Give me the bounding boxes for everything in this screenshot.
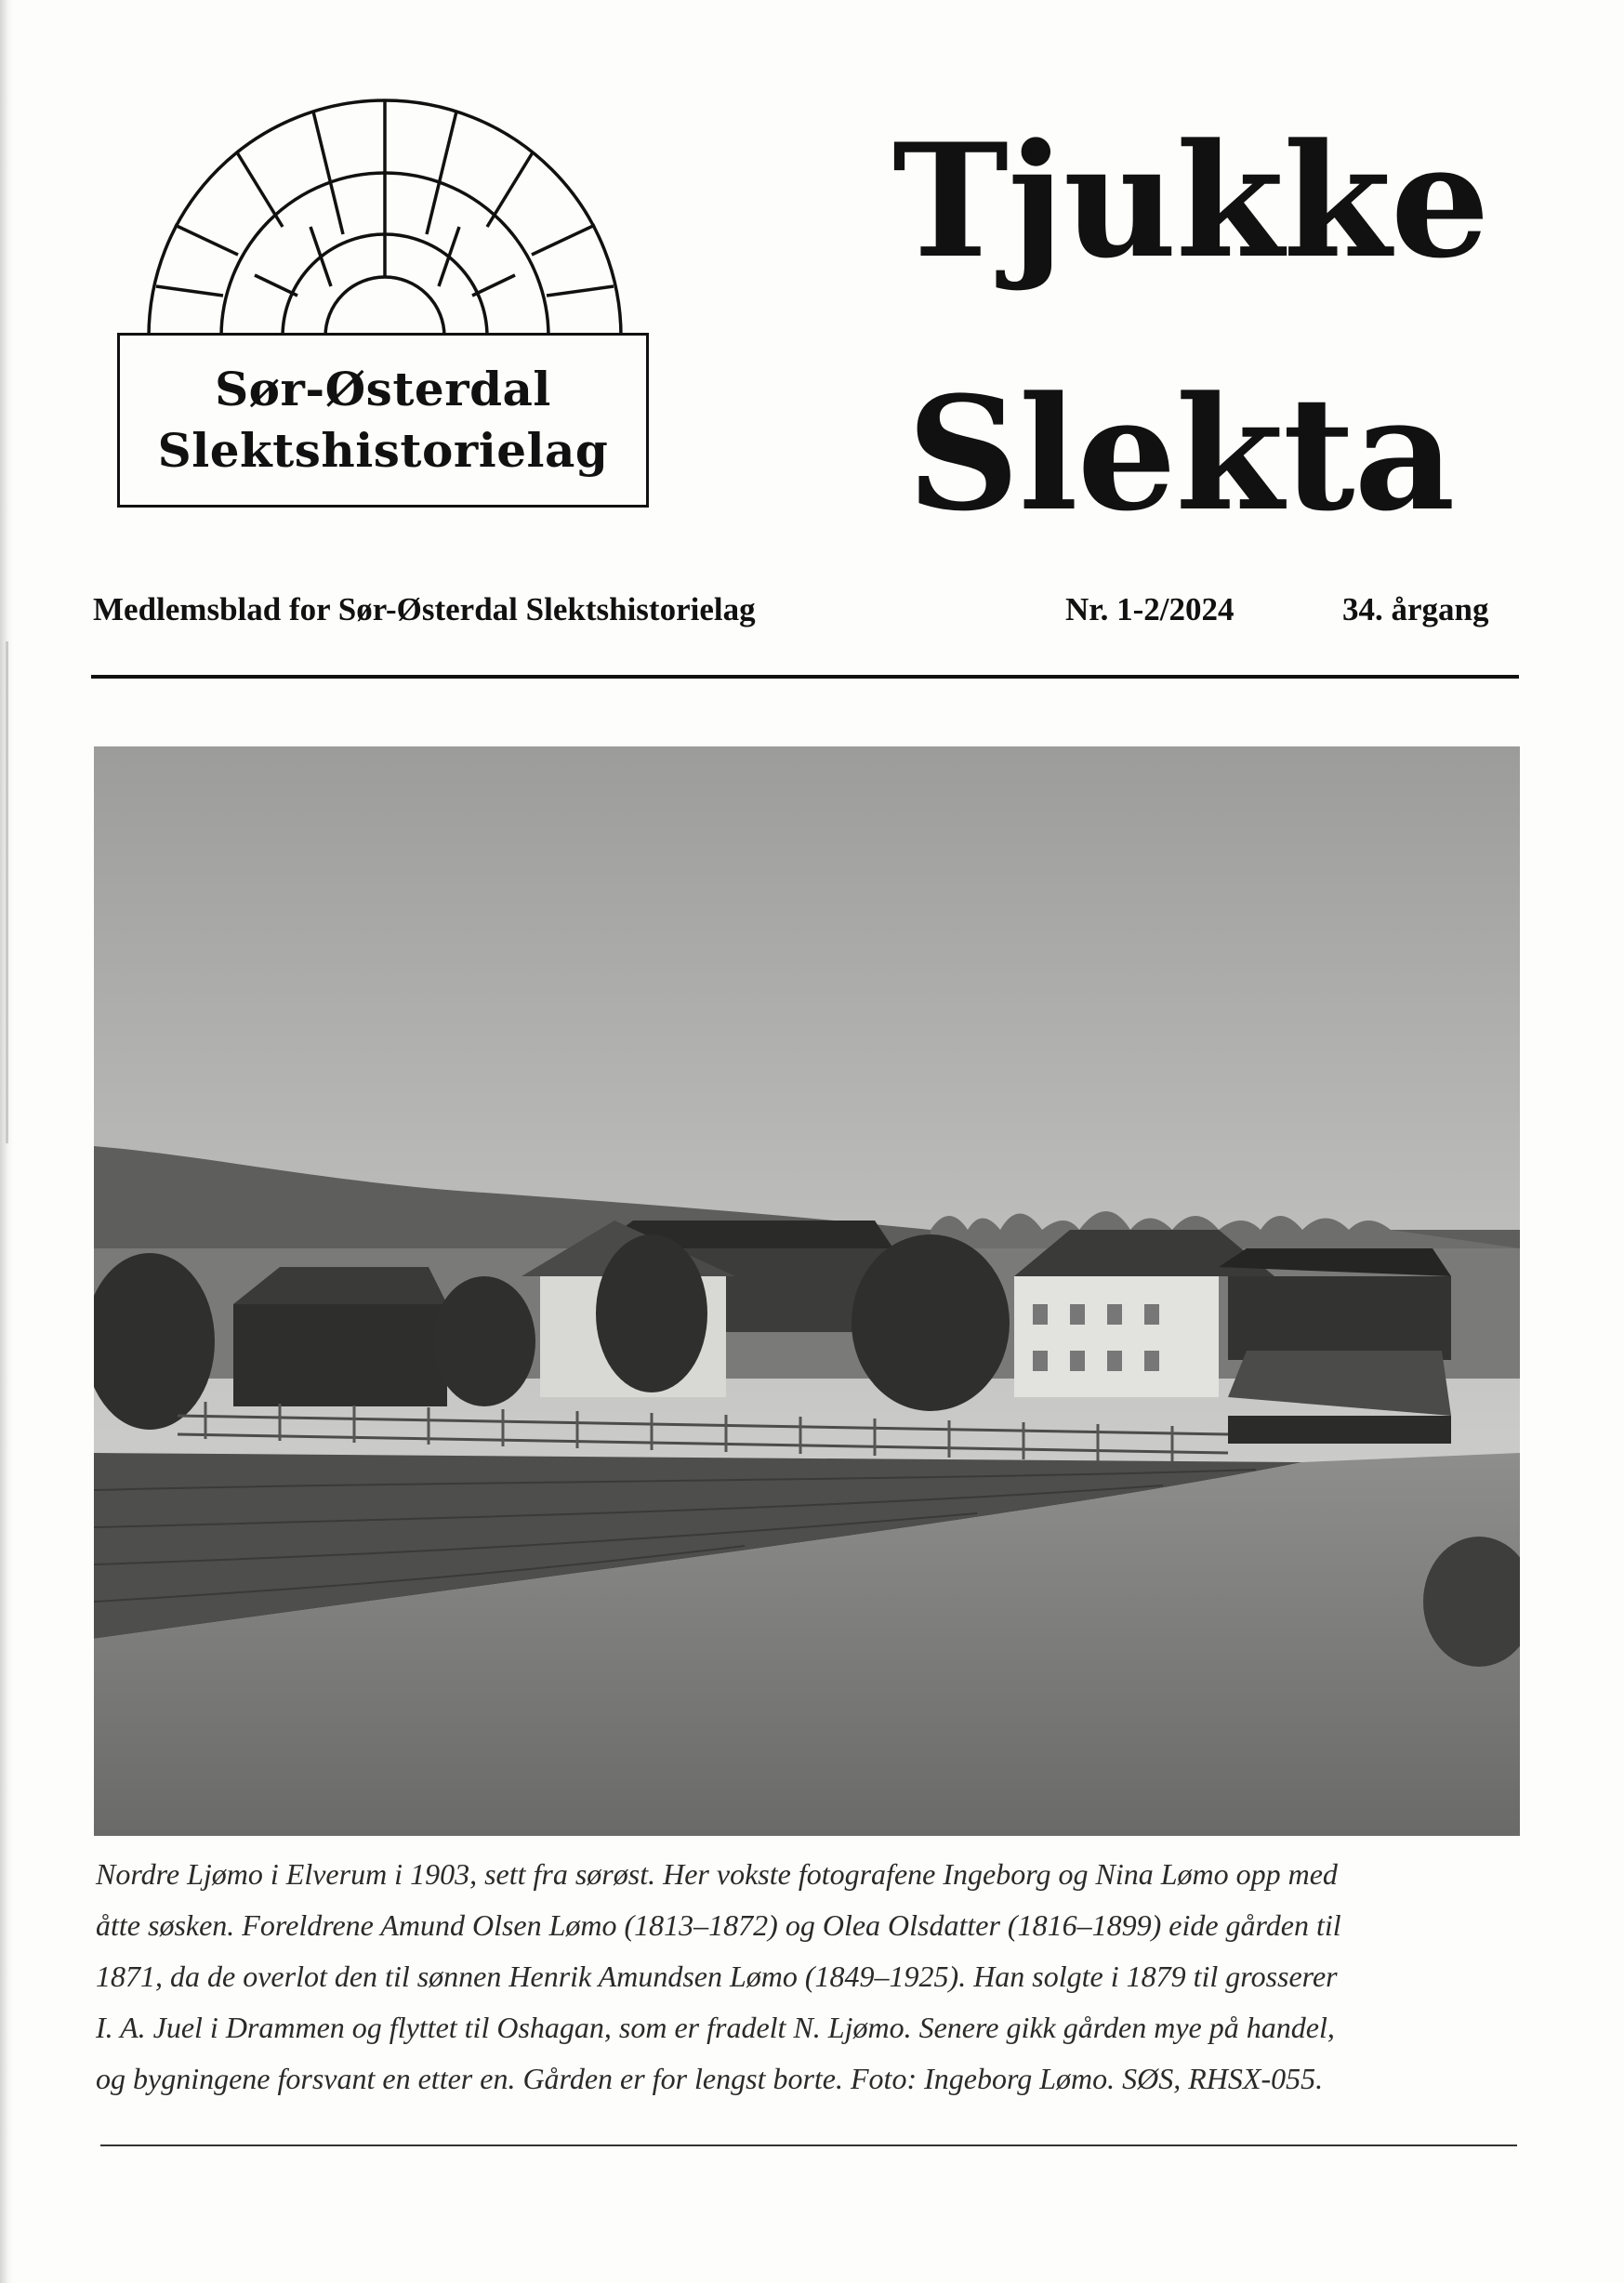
caption-line: åtte søsken. Foreldrene Amund Olsen Lømo (1813–1872) og Olea Olsdatter (1816–1899) eide gården til bbox=[96, 1908, 1341, 1942]
title-line-2: Slekta bbox=[906, 362, 1455, 546]
volume-number: 34. årgang bbox=[1342, 591, 1489, 627]
header-divider bbox=[91, 675, 1519, 679]
sunburst-arch-graphic bbox=[115, 97, 654, 338]
page-edge-shadow bbox=[0, 0, 13, 2283]
cover-photo bbox=[94, 746, 1520, 1836]
photo-caption bbox=[96, 1849, 1527, 2105]
society-name-line-2: Slektshistorielag bbox=[157, 423, 609, 478]
issue-number: Nr. 1-2/2024 bbox=[1065, 591, 1235, 627]
caption-line: I. A. Juel i Drammen og flyttet til Oshagan, som er fradelt N. Ljømo. Senere gikk gården mye på handel, bbox=[96, 2011, 1335, 2044]
caption-line: 1871, da de overlot den til sønnen Henrik Amundsen Lømo (1849–1925). Han solgte i 1879 til grosserer bbox=[96, 1960, 1338, 1993]
society-name-box bbox=[117, 333, 649, 508]
publication-subtitle: Medlemsblad for Sør-Østerdal Slektshistorielag bbox=[93, 591, 756, 627]
caption-line: Nordre Ljømo i Elverum i 1903, sett fra sørøst. Her vokste fotografene Ingeborg og Nina Lømo opp med bbox=[96, 1857, 1338, 1891]
title-line-1: Tjukke bbox=[892, 109, 1489, 293]
farm-landscape-illustration bbox=[94, 746, 1520, 1836]
society-name-line-1: Sør-Østerdal bbox=[215, 362, 551, 416]
caption-line: og bygningene forsvant en etter en. Gården er for lengst borte. Foto: Ingeborg Lømo. SØS, RHSX-055. bbox=[96, 2062, 1324, 2095]
magazine-title bbox=[892, 74, 1489, 580]
footer-divider bbox=[100, 2144, 1517, 2146]
society-logo bbox=[115, 97, 654, 513]
